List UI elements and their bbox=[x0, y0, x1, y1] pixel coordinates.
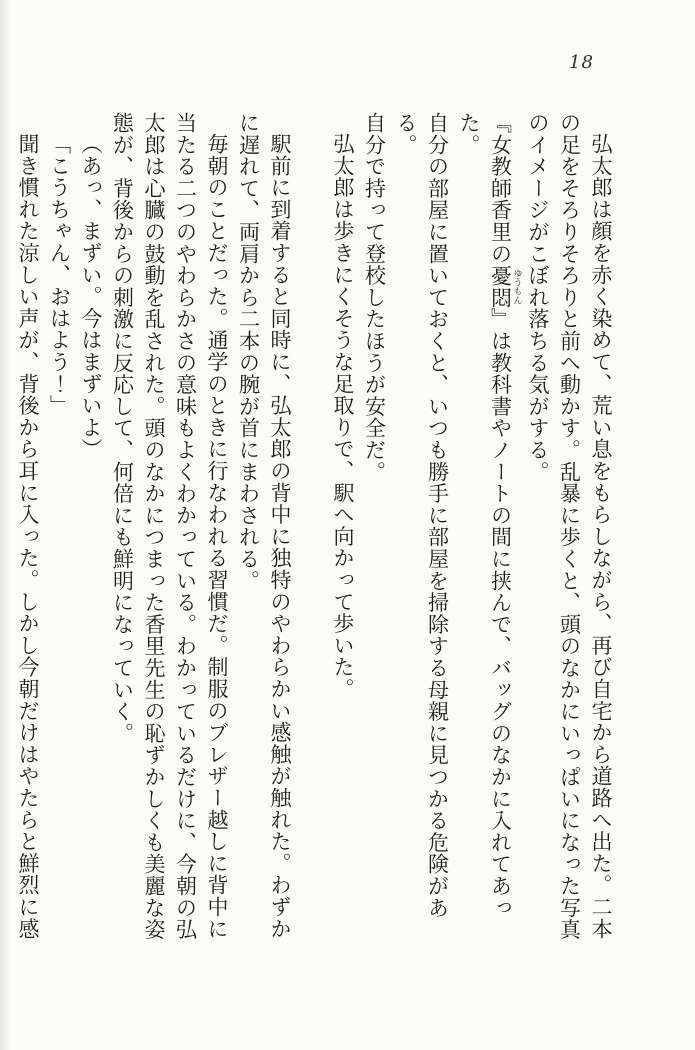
text-line: 駅前に到着すると同時に、弘太郎の背中に独特のやわらかい感触が触れた。わずか bbox=[268, 133, 292, 940]
page-number: 18 bbox=[569, 52, 594, 73]
ruby-annotated-word: 憂悶 ゆうもん bbox=[488, 264, 522, 309]
text-line: 弘太郎は歩きにくそうな足取りで、駅へ向かって歩いた。 bbox=[331, 133, 355, 700]
text-line: 『女教師香里の憂悶 ゆうもん』は教科書やノートの間に挟んで、バッグのなかに入れてあった。 bbox=[457, 112, 522, 919]
text-line: （あっ、まずい。今はまずいよ） bbox=[79, 133, 103, 460]
text-line: に遅れて、両肩から二本の腕が首にまわされる。 bbox=[236, 112, 261, 592]
text-line: の足をそろりそろりと前へ動かす。乱暴に歩くと、頭のなかにいっぱいになった写真 bbox=[557, 112, 582, 941]
furigana: ゆうもん bbox=[511, 264, 522, 309]
text-line: 太郎は心臓の鼓動を乱された。頭のなかにつまった香里先生の恥ずかしくも美麗な姿 bbox=[142, 112, 166, 941]
text-line: 「こうちゃん、おはよう！」 bbox=[47, 133, 72, 417]
text-line: 弘太郎は顔を赤く染めて、荒い息をもらしながら、再び自宅から道路へ出た。二本 bbox=[589, 133, 613, 940]
text-line: 当たる二つのやわらかさの意味もよくわかっている。わかっているだけに、今朝の弘 bbox=[173, 112, 198, 941]
text-line: のイメージがこぼれ落ちる気がする。 bbox=[526, 112, 550, 483]
text-line: 自分で持って登校したほうが安全だ。 bbox=[362, 112, 387, 483]
blank-line bbox=[295, 112, 327, 954]
text-line: 態が、背後からの刺激に反応して、何倍にも鮮明になっていく。 bbox=[110, 112, 135, 745]
text-line: 聞き慣れた涼しい声が、背後から耳に入った。しかし今朝だけはやたらと鮮烈に感 bbox=[16, 133, 40, 940]
body-text bbox=[12, 112, 617, 954]
page-edge-shading bbox=[0, 0, 10, 1050]
text-line: 自分の部屋に置いておくと、いつも勝手に部屋を掃除する母親に見つかる危険がある。 bbox=[394, 112, 450, 919]
text-line: 毎朝のことだった。通学のときに行なわれる習慣だ。制服のブレザー越しに背中に bbox=[205, 133, 229, 940]
